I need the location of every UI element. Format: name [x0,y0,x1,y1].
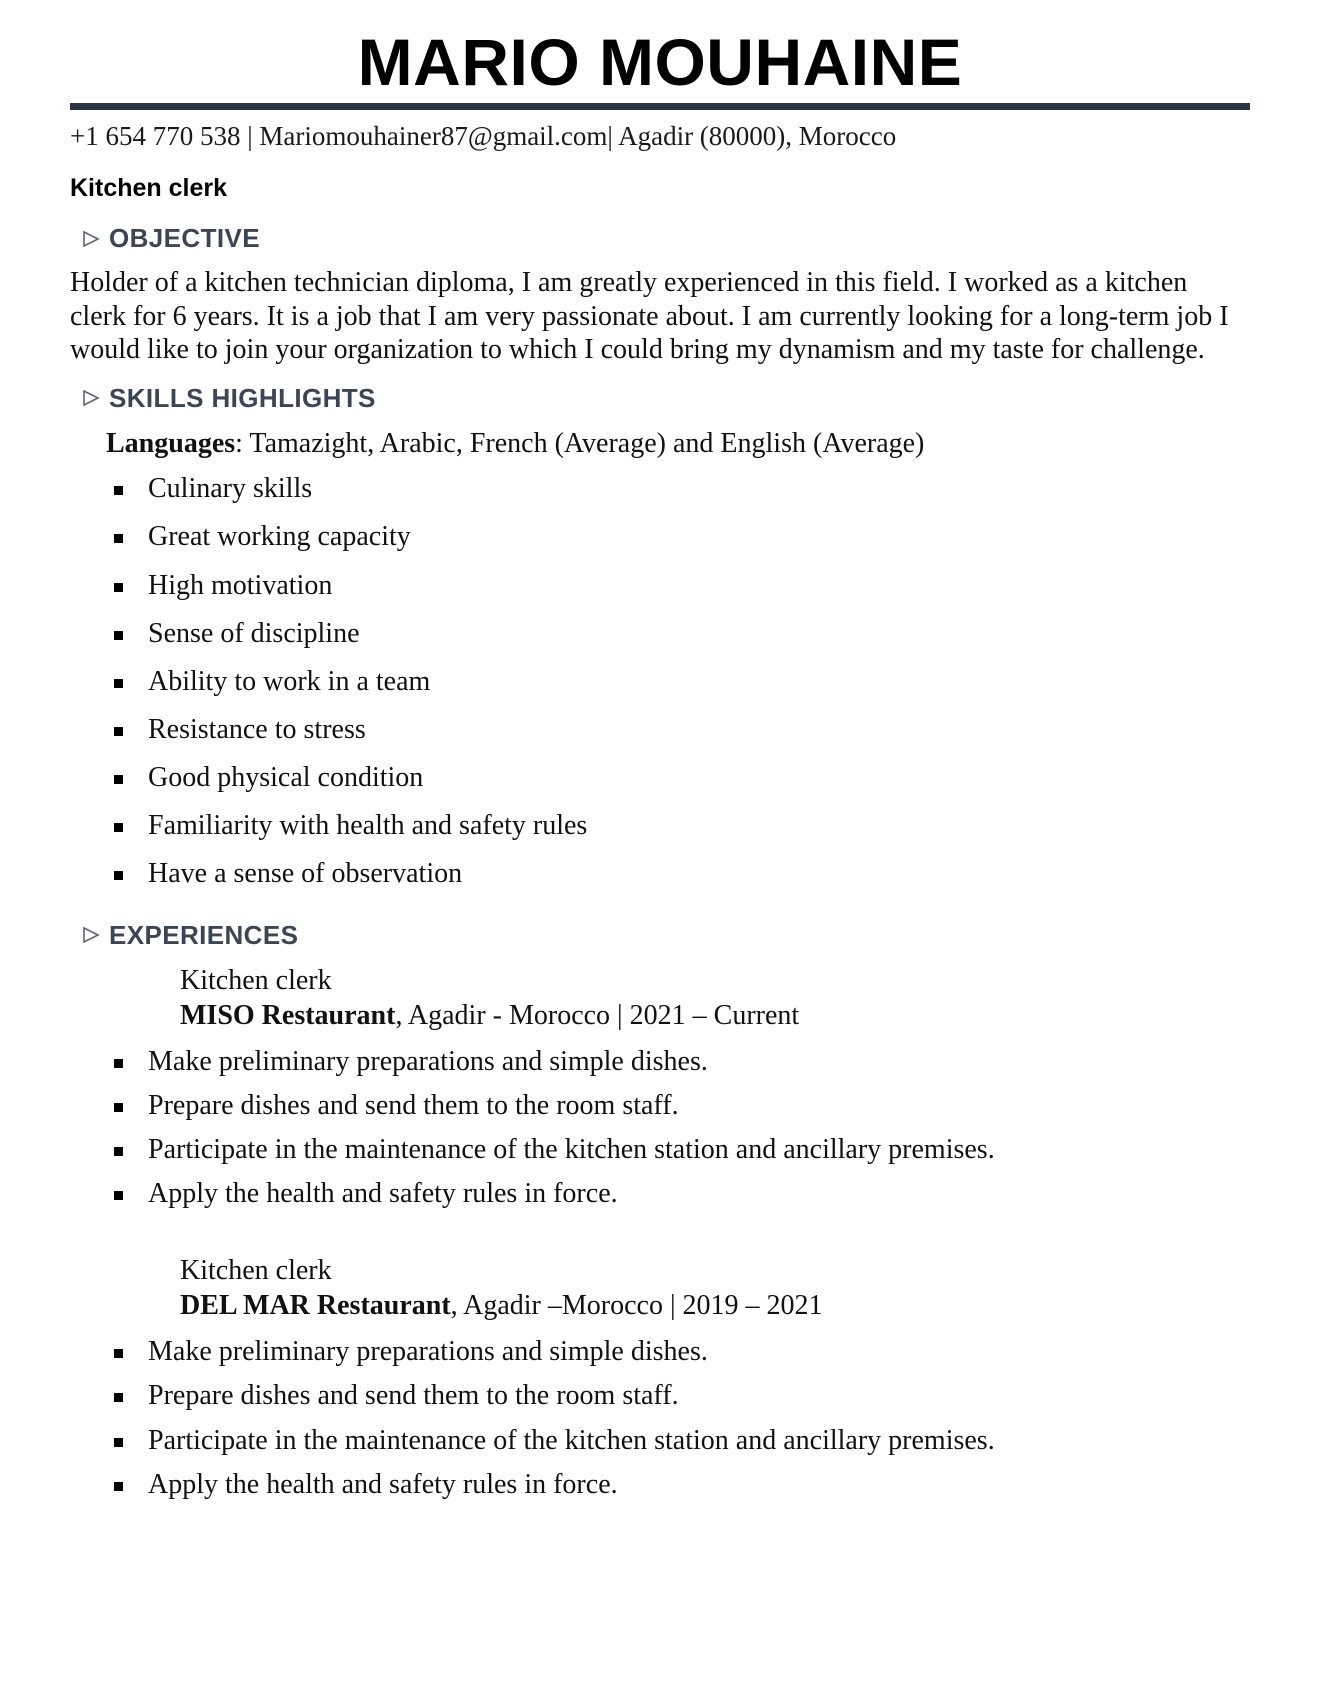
experience-org-name: DEL MAR Restaurant [180,1290,451,1322]
triangle-right-icon [80,926,93,944]
list-item: Participate in the maintenance of the kitchen station and ancillary premises. [70,1424,1250,1458]
list-item: Sense of discipline [70,617,1250,651]
list-item: Culinary skills [70,472,1250,506]
section-header-skills [70,383,1250,414]
experience-organization [180,1288,1250,1323]
list-item: Resistance to stress [70,713,1250,747]
triangle-right-icon [80,230,93,248]
section-header-objective [70,223,1250,254]
list-item: Prepare dishes and send them to the room staff. [70,1089,1250,1123]
list-item: Ability to work in a team [70,665,1250,699]
triangle-right-icon [80,389,93,407]
list-item: Apply the health and safety rules in force. [70,1177,1250,1211]
experience-organization [180,998,1250,1033]
headline-job-title: Kitchen clerk [70,174,228,203]
languages-line [106,426,1250,462]
experience-spacer [70,1221,1250,1253]
experience-role: Kitchen clerk [180,1255,332,1287]
experience-duties-list [70,1045,1250,1212]
list-item: Have a sense of observation [70,857,1250,891]
list-item: Familiarity with health and safety rules [70,809,1250,843]
list-item: Make preliminary preparations and simple dishes. [70,1045,1250,1079]
skills-list [70,472,1250,891]
list-item: Great working capacity [70,520,1250,554]
experience-org-meta: , Agadir - Morocco | 2021 – Current [395,999,800,1031]
experience-org-meta: , Agadir –Morocco | 2019 – 2021 [450,1290,823,1322]
experience-org-name: MISO Restaurant [180,999,396,1031]
section-title-skills: SKILLS HIGHLIGHTS [109,382,376,413]
list-item: Apply the health and safety rules in force. [70,1468,1250,1502]
list-item: High motivation [70,569,1250,603]
experience-role: Kitchen clerk [180,964,332,996]
experience-entry [70,963,1250,1212]
section-title-experiences: EXPERIENCES [109,919,299,950]
list-item: Participate in the maintenance of the kitchen station and ancillary premises. [70,1133,1250,1167]
list-item: Prepare dishes and send them to the room staff. [70,1379,1250,1413]
experience-entry [70,1253,1250,1502]
contact-line: +1 654 770 538 | Mariomouhainer87@gmail.com| Agadir (80000), Morocco [70,121,897,152]
section-title-objective: OBJECTIVE [109,223,260,254]
experience-duties-list [70,1335,1250,1502]
list-item: Make preliminary preparations and simple dishes. [70,1335,1250,1369]
page-title: MARIO MOUHAINE [357,25,963,99]
header-divider [70,103,1250,110]
objective-paragraph: Holder of a kitchen technician diploma, I am greatly experienced in this field. I worked as a kitchen clerk for 6 years. It is a job that I am very passionate about. I am currently looking for a long-term job I would like to join your organization to which I could bring my dynamism and my taste for challenge. [70,267,1229,366]
languages-value: : Tamazight, Arabic, French (Average) and English (Average) [235,427,925,459]
languages-label: Languages [106,427,236,459]
section-header-experiences [70,920,1250,951]
list-item: Good physical condition [70,761,1250,795]
